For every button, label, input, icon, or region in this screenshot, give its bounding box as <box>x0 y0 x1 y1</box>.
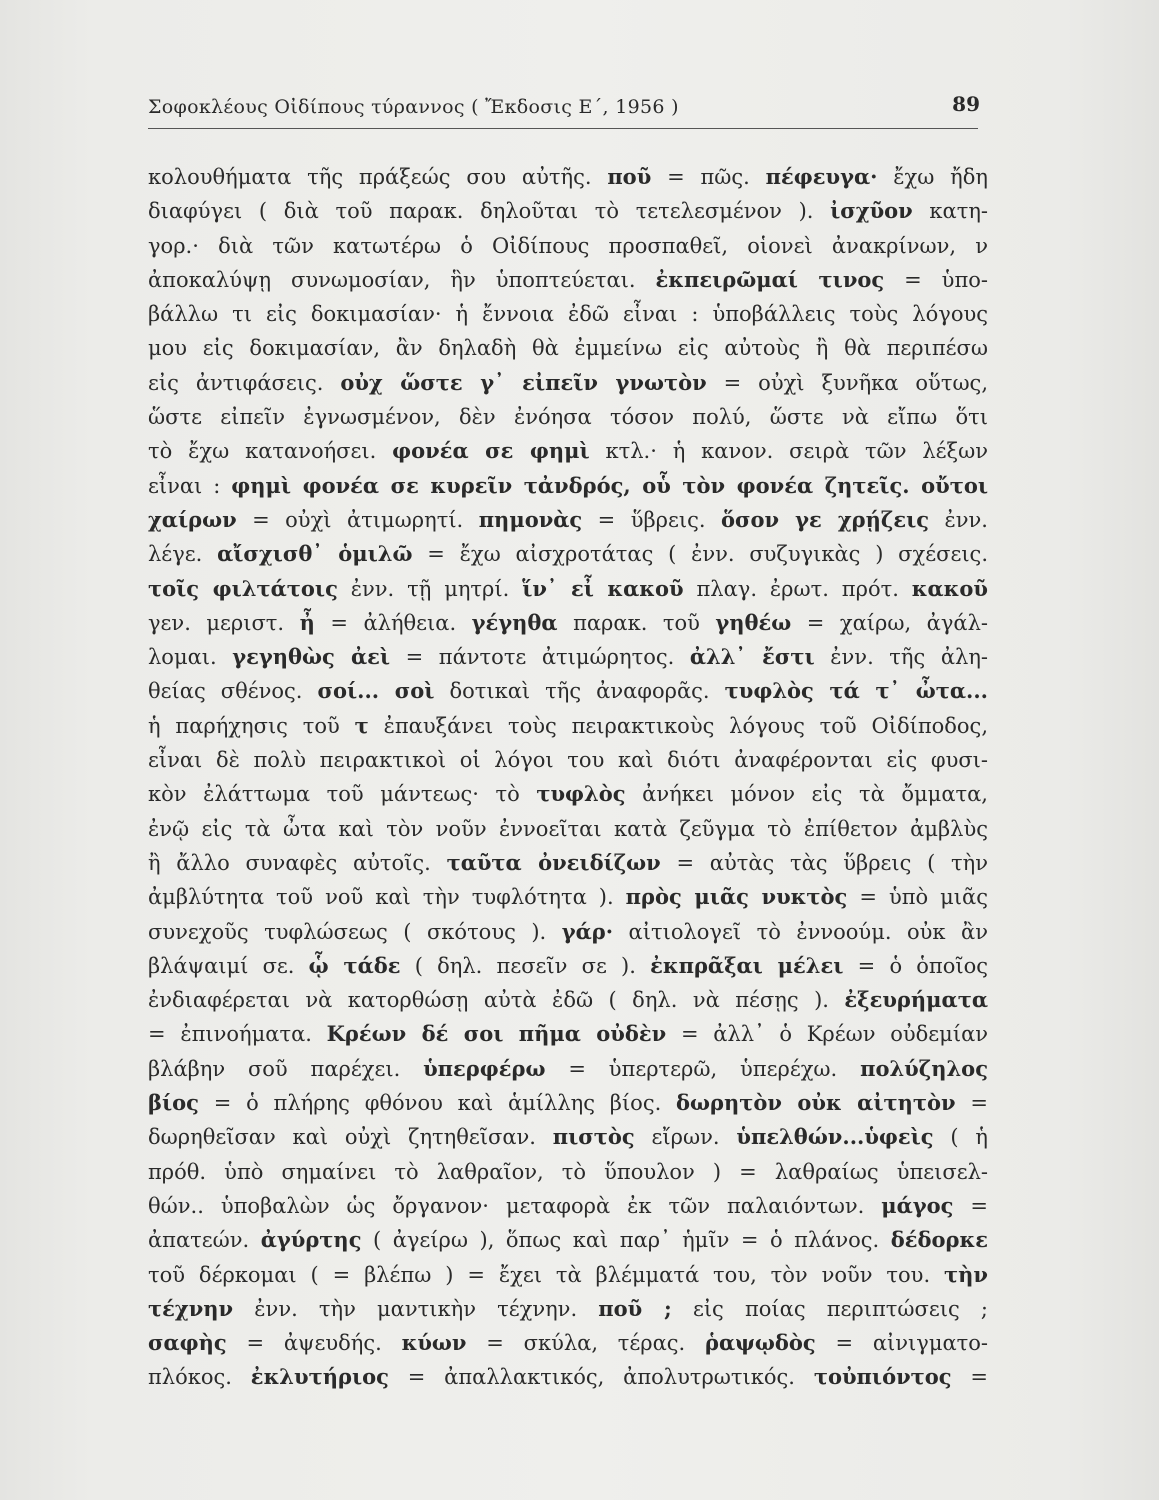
lemma-term: πιστὸς <box>552 1124 635 1150</box>
lemma-term: ταῦτα ὀνειδίζων <box>446 849 661 875</box>
lemma-term: τ <box>354 712 369 738</box>
text-line: λέγε. αἴσχισθ᾽ ὁμιλῶ = ἔχω αἰσχροτάτας ( ἐνν. συζυγικὰς ) σχέσεις. <box>148 541 988 567</box>
text-line: γεν. μεριστ. ἦ = ἀλήθεια. γέγηθα παρακ. τοῦ γηθέω = χαίρω, ἀγάλ- <box>148 609 988 635</box>
lemma-term: γάρ· <box>561 918 614 944</box>
text-line: εἶναι δὲ πολὺ πειρακτικοὶ οἱ λόγοι του καὶ διότι ἀναφέρονται εἰς φυσι- <box>148 748 988 773</box>
text-line: κολουθήματα τῆς πράξεώς σου αὐτῆς. ποῦ = πῶς. πέφευγα· ἔχω ἤδη <box>148 164 988 189</box>
lemma-term: ᾧ τάδε <box>308 952 401 978</box>
text-line: συνεχοῦς τυφλώσεως ( σκότους ). γάρ· αἰτιολογεῖ τὸ ἐννοούμ. οὐκ ἂν <box>148 918 989 944</box>
text-line: τοῖς φιλτάτοις ἐνν. τῇ μητρί. ἵν᾽ εἶ κακοῦ πλαγ. ἐρωτ. πρότ. κακοῦ <box>148 575 988 601</box>
text-line: ἐνῷ εἰς τὰ ὦτα καὶ τὸν νοῦν ἐννοεῖται κατὰ ζεῦγμα τὸ ἐπίθετον ἀμβλὺς <box>148 816 988 841</box>
lemma-term: φημὶ φονέα σε κυρεῖν τἀνδρός, οὗ τὸν φονέα ζητεῖς. οὔτοι <box>231 472 988 498</box>
lemma-term: πέφευγα· <box>765 164 878 189</box>
text-line: ὥστε εἰπεῖν ἐγνωσμένον, δὲν ἐνόησα τόσον πολύ, ὥστε νὰ εἴπω ὅτι <box>148 405 988 430</box>
lemma-term: κακοῦ <box>911 575 988 601</box>
lemma-term: τοὐπιόντος <box>813 1364 952 1390</box>
lemma-term: τοῖς φιλτάτοις <box>148 575 338 601</box>
text-line: δωρηθεῖσαν καὶ οὐχὶ ζητηθεῖσαν. πιστὸς εἴρων. ὑπελθών...ὑφεὶς ( ἡ <box>148 1124 989 1150</box>
text-line: βάλλω τι εἰς δοκιμασίαν· ἡ ἔννοια ἐδῶ εἶναι : ὑποβάλλεις τοὺς λόγους <box>148 302 988 327</box>
text-line: ἀπατεών. ἀγύρτης ( ἀγείρω ), ὅπως καὶ παρ᾽ ἡμῖν = ὁ πλάνος. δέδορκε <box>148 1227 988 1253</box>
lemma-term: ὅσον γε χρῄζεις <box>720 506 930 532</box>
lemma-term: γέγηθα <box>471 609 558 635</box>
lemma-term: κύων <box>401 1330 467 1356</box>
lemma-term: πημονὰς <box>478 506 583 532</box>
running-header <box>148 92 978 129</box>
lemma-term: φονέα σε φημὶ <box>392 438 590 464</box>
text-line: λομαι. γεγηθὼς ἀεὶ = πάντοτε ἀτιμώρητος. ἀλλ᾽ ἔστι ἐνν. τῆς ἀλη- <box>148 644 988 670</box>
text-line: εἰς ἀντιφάσεις. οὐχ ὥστε γ᾽ εἰπεῖν γνωτὸν = οὐχὶ ξυνῆκα οὕτως, <box>148 369 988 395</box>
lemma-term: δωρητὸν οὐκ αἰτητὸν <box>676 1090 956 1116</box>
lemma-term: οὐχ ὥστε γ᾽ εἰπεῖν γνωτὸν <box>340 369 707 395</box>
header-title: Σοφοκλέους Οἰδίπους τύραννος ( Ἔκδοσις Ε΄, 1956 ) <box>148 96 679 118</box>
text-line: ἐνδιαφέρεται νὰ κατορθώσῃ αὐτὰ ἐδῶ ( δηλ. νὰ πέσῃς ). ἐξευρήματα <box>148 987 988 1013</box>
text-line: πλόκος. ἐκλυτήριος = ἀπαλλακτικός, ἀπολυτρωτικός. τοὐπιόντος = <box>148 1364 989 1390</box>
lemma-term: ἀγύρτης <box>260 1227 362 1253</box>
lemma-term: ποῦ ; <box>598 1295 672 1321</box>
lemma-term: ῥαψῳδὸς <box>705 1330 816 1356</box>
lemma-term: σαφὴς <box>148 1330 227 1356</box>
text-line: τὸ ἔχω κατανοήσει. φονέα σε φημὶ κτλ.· ἡ κανον. σειρὰ τῶν λέξων <box>148 438 988 464</box>
lemma-term: ὑπερφέρω <box>423 1055 546 1081</box>
lemma-term: γεγηθὼς ἀεὶ <box>232 644 391 670</box>
text-line: τοῦ δέρκομαι ( = βλέπω ) = ἔχει τὰ βλέμματά του, τὸν νοῦν του. τὴν <box>148 1261 988 1287</box>
text-line: πρόθ. ὑπὸ σημαίνει τὸ λαθραῖον, τὸ ὕπουλον ) = λαθραίως ὑπεισελ- <box>148 1159 988 1184</box>
lemma-term: δέδορκε <box>890 1227 988 1253</box>
lemma-term: πολύζηλος <box>860 1055 988 1081</box>
lemma-term: ἵν᾽ εἶ κακοῦ <box>522 575 684 601</box>
lemma-term: ἐκπειρῶμαί τινος <box>655 266 885 292</box>
lemma-term: ἐκλυτήριος <box>250 1364 389 1390</box>
text-line: ἡ παρήχησις τοῦ τ ἐπαυξάνει τοὺς πειρακτικοὺς λόγους τοῦ Οἰδίποδος, <box>148 712 988 738</box>
text-line: χαίρων = οὐχὶ ἀτιμωρητί. πημονὰς = ὕβρεις. ὅσον γε χρῄζεις ἐνν. <box>148 506 988 532</box>
lemma-term: μάγος <box>881 1192 954 1218</box>
lemma-term: γηθέω <box>715 609 792 635</box>
lemma-term: ποῦ <box>607 164 652 189</box>
lemma-term: τυφλὸς <box>536 781 626 807</box>
commentary-text <box>148 160 988 1395</box>
lemma-term: σοί... σοὶ <box>317 678 435 704</box>
text-line: διαφύγει ( διὰ τοῦ παρακ. δηλοῦται τὸ τετελεσμένον ). ἰσχῦον κατη- <box>148 198 989 224</box>
text-line: βίος = ὁ πλήρης φθόνου καὶ ἁμίλλης βίος. δωρητὸν οὐκ αἰτητὸν = <box>148 1090 988 1116</box>
text-line: βλάψαιμί σε. ᾧ τάδε ( δηλ. πεσεῖν σε ). ἐκπρᾶξαι μέλει = ὁ ὁποῖος <box>148 952 988 978</box>
lemma-term: χαίρων <box>148 506 237 532</box>
lemma-term: ἦ <box>299 609 315 635</box>
text-line: κὸν ἐλάττωμα τοῦ μάντεως· τὸ τυφλὸς ἀνήκει μόνον εἰς τὰ ὄμματα, <box>148 781 988 807</box>
text-line: γορ.· διὰ τῶν κατωτέρω ὁ Οἰδίπους προσπαθεῖ, οἱονεὶ ἀνακρίνων, ν <box>148 233 988 258</box>
lemma-term: βίος <box>148 1090 199 1116</box>
lemma-term: τέχνην <box>148 1295 234 1321</box>
lemma-term: πρὸς μιᾶς νυκτὸς <box>625 884 848 910</box>
text-line: μου εἰς δοκιμασίαν, ἂν δηλαδὴ θὰ ἐμμείνω εἰς αὐτοὺς ἢ θὰ περιπέσω <box>148 336 988 361</box>
lemma-term: τυφλὸς τά τ᾽ ὦτα... <box>724 678 988 704</box>
text-line: θών.. ὑποβαλὼν ὡς ὄργανον· μεταφορὰ ἐκ τῶν παλαιόντων. μάγος = <box>148 1192 988 1218</box>
lemma-term: ἐξευρήματα <box>844 987 988 1013</box>
text-line: βλάβην σοῦ παρέχει. ὑπερφέρω = ὑπερτερῶ, ὑπερέχω. πολύζηλος <box>148 1055 988 1081</box>
text-line: = ἐπινοήματα. Κρέων δέ σοι πῆμα οὐδὲν = ἀλλ᾽ ὁ Κρέων οὐδεμίαν <box>148 1021 989 1047</box>
text-line: ἀποκαλύψῃ συνωμοσίαν, ἣν ὑποπτεύεται. ἐκπειρῶμαί τινος = ὑπο- <box>148 266 988 292</box>
text-line: τέχνην ἐνν. τὴν μαντικὴν τέχνην. ποῦ ; εἰς ποίας περιπτώσεις ; <box>148 1295 988 1321</box>
text-line: ἀμβλύτητα τοῦ νοῦ καὶ τὴν τυφλότητα ). πρὸς μιᾶς νυκτὸς = ὑπὸ μιᾶς <box>148 884 988 910</box>
lemma-term: Κρέων δέ σοι πῆμα οὐδὲν <box>326 1021 667 1047</box>
lemma-term: τὴν <box>944 1261 988 1287</box>
text-line: θείας σθένος. σοί... σοὶ δοτικαὶ τῆς ἀναφορᾶς. τυφλὸς τά τ᾽ ὦτα... <box>148 678 988 704</box>
text-line: εἶναι : φημὶ φονέα σε κυρεῖν τἀνδρός, οὗ τὸν φονέα ζητεῖς. οὔτοι <box>148 472 988 498</box>
lemma-term: ἀλλ᾽ ἔστι <box>689 644 815 670</box>
lemma-term: ὑπελθών...ὑφεὶς <box>736 1124 934 1150</box>
lemma-term: ἐκπρᾶξαι μέλει <box>650 952 844 978</box>
text-line: ἢ ἄλλο συναφὲς αὐτοῖς. ταῦτα ὀνειδίζων = αὐτὰς τὰς ὕβρεις ( τὴν <box>148 849 989 875</box>
text-line: σαφὴς = ἀψευδής. κύων = σκύλα, τέρας. ῥαψῳδὸς = αἰνιγματο- <box>148 1330 989 1356</box>
lemma-term: ἰσχῦον <box>830 198 913 224</box>
lemma-term: αἴσχισθ᾽ ὁμιλῶ <box>217 541 413 567</box>
page-number: 89 <box>952 92 980 116</box>
